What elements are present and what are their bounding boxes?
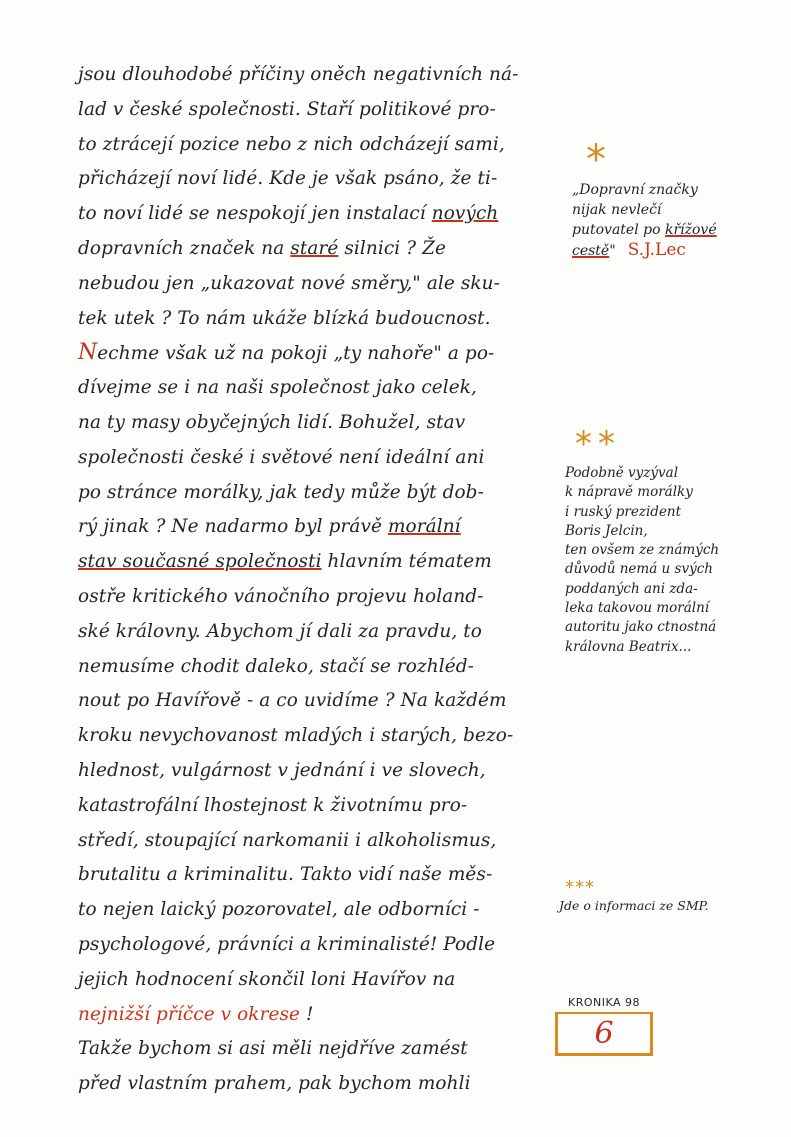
text-line: to nejen laický pozorovatel, ale odborníci - bbox=[78, 899, 480, 921]
text-fragment: dopravních značek na bbox=[78, 237, 291, 259]
note-line: ten ovšem ze známých bbox=[565, 542, 720, 559]
text-line bbox=[78, 998, 554, 1033]
text-line: kroku nevychovanost mladých i starých, bezo- bbox=[78, 725, 514, 747]
text-fragment: echme však už na pokoji „ty nahoře" a po- bbox=[97, 343, 495, 365]
text-line: tek utek ? To nám ukáže blízká budoucnost. bbox=[78, 307, 491, 329]
main-text-column bbox=[78, 58, 556, 1102]
text-line: to ztrácejí pozice nebo z nich odcházejí sami, bbox=[78, 133, 505, 155]
text-line: jejich hodnocení skončil loni Havířov na bbox=[78, 968, 456, 990]
text-line: přicházejí noví lidé. Kde je však psáno, že ti- bbox=[78, 168, 498, 190]
text-line: hlednost, vulgárnost v jednání i ve slovech, bbox=[78, 759, 486, 781]
triple-asterisk-icon: *** bbox=[565, 877, 595, 898]
underlined-word: staré bbox=[290, 237, 339, 259]
text-line bbox=[78, 336, 554, 371]
text-fragment: ! bbox=[300, 1003, 314, 1025]
text-fragment: rý jinak ? Ne nadarmo byl právě bbox=[78, 516, 388, 538]
text-fragment: hlavním tématem bbox=[321, 551, 492, 573]
quote-text bbox=[572, 180, 762, 261]
text-line: ské královny. Abychom jí dali za pravdu, to bbox=[78, 620, 483, 642]
note-line: Podobně vyzýval bbox=[565, 465, 679, 481]
underlined-word: morální bbox=[387, 516, 461, 538]
text-line: nebudou jen „ukazovat nové směry," ale sku- bbox=[78, 272, 500, 294]
note-line: leka takovou morální bbox=[565, 600, 710, 617]
text-line: ostře kritického vánočního projevu holand- bbox=[78, 585, 484, 607]
source-text: Jde o informaci ze SMP. bbox=[559, 898, 709, 913]
margin-note-morality bbox=[565, 424, 765, 657]
double-asterisk-icon: ** bbox=[575, 424, 621, 464]
text-fragment: to noví lidé se nespokojí jen instalací bbox=[78, 203, 432, 225]
text-line bbox=[78, 510, 554, 545]
text-line: středí, stoupající narkomanii i alkoholismus, bbox=[78, 829, 497, 851]
text-fragment: " bbox=[609, 243, 616, 259]
text-line: nemusíme chodit daleko, stačí se rozhléd- bbox=[78, 655, 474, 677]
text-line: před vlastním prahem, pak bychom mohli bbox=[78, 1073, 471, 1095]
text-line: Takže bychom si asi měli nejdříve zamést bbox=[78, 1038, 468, 1060]
text-line bbox=[78, 232, 554, 267]
margin-note-quote bbox=[572, 137, 762, 261]
text-line: katastrofální lhostejnost k životnímu pro- bbox=[78, 794, 468, 816]
text-line bbox=[78, 197, 554, 232]
text-line: po stránce morálky, jak tedy může být dob- bbox=[78, 481, 484, 503]
red-phrase: nejnižší příčce v okrese bbox=[78, 1003, 301, 1025]
text-fragment: silnici ? Že bbox=[338, 237, 447, 259]
chronicle-label: KRONIKA 98 bbox=[568, 996, 641, 1009]
quote-line: „Dopravní značky bbox=[572, 182, 698, 198]
red-initial: N bbox=[78, 340, 98, 366]
underlined-word: nových bbox=[431, 203, 499, 225]
text-line: společnosti české i světové není ideální ani bbox=[78, 446, 485, 468]
page-number: 6 bbox=[594, 1016, 614, 1051]
note-line: důvodů nemá u svých bbox=[565, 561, 713, 578]
text-line: psychologové, právníci a kriminalisté! Podle bbox=[78, 933, 496, 955]
note-line: královna Beatrix... bbox=[565, 638, 692, 655]
text-line: brutalitu a kriminalitu. Takto vidí naše měs- bbox=[78, 864, 493, 886]
text-line: lad v české společnosti. Staří politikové pro- bbox=[78, 98, 496, 120]
text-line: jsou dlouhodobé příčiny oněch negativních ná- bbox=[78, 64, 519, 85]
note-line: poddaných ani zda- bbox=[565, 580, 698, 597]
text-line bbox=[78, 545, 554, 580]
quote-line: nijak nevlečí bbox=[572, 202, 662, 218]
note-line: Boris Jelcin, bbox=[565, 522, 648, 539]
underlined-phrase: stav současné společnosti bbox=[78, 551, 322, 573]
text-line: dívejme se i na naši společnost jako celek, bbox=[78, 377, 477, 399]
note-line: autoritu jako ctnostná bbox=[565, 619, 717, 636]
note-line: k nápravě morálky bbox=[565, 484, 693, 501]
note-line: i ruský prezident bbox=[565, 503, 682, 520]
text-fragment: putovatel po bbox=[572, 222, 665, 238]
underlined-word: cestě bbox=[572, 243, 610, 259]
margin-note-source bbox=[559, 878, 769, 914]
text-line: na ty masy obyčejných lidí. Bohužel, stav bbox=[78, 411, 466, 433]
note-text bbox=[565, 464, 765, 657]
underlined-word: křížové bbox=[664, 222, 717, 238]
page-number-box bbox=[555, 1012, 653, 1056]
quote-line bbox=[572, 220, 762, 240]
text-line: nout po Havířově - a co uvidíme ? Na každém bbox=[78, 690, 507, 712]
quote-author: S.J.Lec bbox=[627, 240, 686, 260]
asterisk-icon: * bbox=[586, 137, 606, 183]
quote-line bbox=[572, 240, 762, 261]
